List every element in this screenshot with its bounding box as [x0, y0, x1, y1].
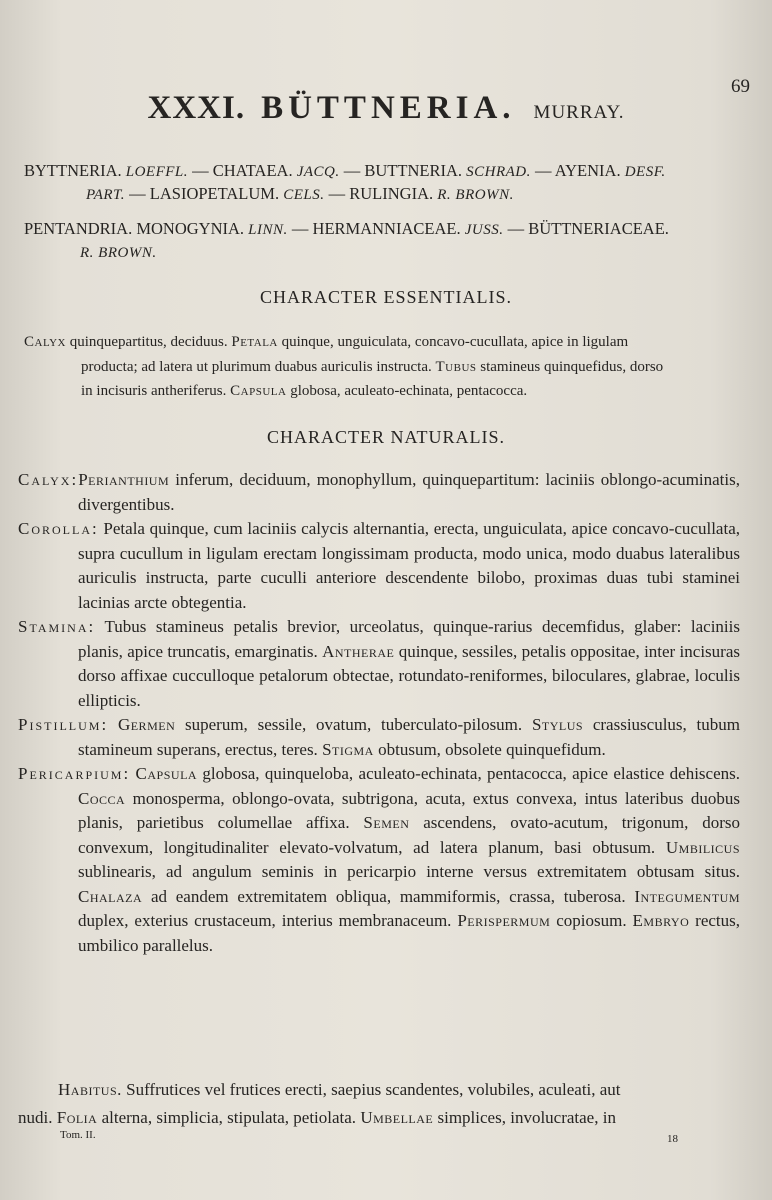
- character-paragraph: [18, 517, 740, 615]
- taxon-authority: R. BROWN.: [437, 187, 514, 203]
- organ-term: Embryo: [632, 911, 690, 930]
- organ-term: Integumentum: [634, 886, 740, 906]
- description-text: Petala quinque, cum laciniis calycis alternantia, erecta, unguiculata, apice concavo-cucullata, supra cucullum in ligulam erectam longissimam producta, modo unica, modo duabus lateralibus auriculis instructa, parte cuculli anteriore descendente bilobo, proximas duas tubi staminei lacinias arcte obtegentia.: [78, 519, 740, 612]
- classification: [0, 218, 772, 264]
- taxon-name: BUTTNERIA.: [364, 161, 467, 180]
- organ-term: Antherae: [322, 641, 395, 661]
- taxon-name: BÜTTNERIACEAE.: [528, 219, 669, 238]
- character-label: Calyx:: [18, 470, 79, 489]
- taxon-authority: JUSS.: [464, 222, 504, 238]
- organ-term: Habitus.: [58, 1080, 122, 1099]
- organ-term: Stylus: [531, 715, 584, 734]
- classification-line-2: [0, 241, 772, 264]
- taxon-authority: PART.: [86, 187, 126, 203]
- organ-term: Capsula: [230, 383, 287, 399]
- habitus-line: [18, 1104, 744, 1132]
- essentialis-text: [24, 330, 748, 404]
- organ-term: Calyx: [24, 334, 66, 350]
- description-text: obtusum, obsolete quinquefidum.: [373, 739, 606, 759]
- volume-mark: Tom. II.: [60, 1129, 96, 1141]
- organ-term: Capsula: [135, 764, 198, 783]
- character-label: Corolla:: [18, 519, 99, 538]
- separator-dash: —: [503, 219, 529, 238]
- separator-dash: —: [287, 219, 313, 238]
- taxon-authority: CELS.: [283, 187, 325, 203]
- essentialis-line: [24, 330, 748, 355]
- separator-dash: —: [125, 184, 150, 203]
- synonyms-line-2: [0, 183, 772, 206]
- taxon-name: CHATAEA.: [212, 161, 297, 180]
- habitus-line: [18, 1076, 744, 1104]
- taxon-name: HERMANNIACEAE.: [312, 219, 465, 238]
- description-text: quinquepartitus, deciduus.: [65, 334, 232, 350]
- taxon-authority: LINN.: [248, 222, 288, 238]
- character-paragraph: [18, 615, 740, 713]
- description-text: duplex, exterius crustaceum, interius membranaceum.: [78, 911, 458, 930]
- taxon-authority: JACQ.: [296, 164, 340, 180]
- taxon-name: RULINGIA.: [349, 184, 438, 203]
- organ-term: Umbellae: [360, 1108, 434, 1127]
- signature-mark: 18: [667, 1133, 678, 1145]
- character-label: Pericarpium:: [18, 764, 131, 783]
- description-text: [108, 715, 118, 734]
- organ-term: Umbilicus: [665, 837, 740, 857]
- essentialis-heading: CHARACTER ESSENTIALIS.: [259, 287, 512, 307]
- organ-term: Perianthium: [78, 470, 170, 489]
- character-paragraph: [18, 713, 740, 762]
- essentialis-line: [24, 355, 748, 380]
- organ-term: Semen: [363, 813, 410, 832]
- description-text: alterna, simplicia, stipulata, petiolata.: [97, 1108, 361, 1127]
- organ-term: Tubus: [435, 358, 477, 375]
- organ-term: Cocca: [78, 788, 126, 808]
- description-text: crassiusculus, tubum stamineum superans, erectus, teres.: [78, 715, 741, 759]
- description-text: quinque, unguiculata, concavo-cucullata, apice in ligulam: [277, 334, 629, 350]
- classification-line-1: [0, 218, 772, 241]
- organ-term: Stigma: [322, 739, 374, 759]
- character-paragraph: [18, 468, 740, 517]
- organ-term: Folia: [56, 1108, 98, 1127]
- separator-dash: —: [339, 161, 365, 180]
- description-text: Suffrutices vel frutices erecti, saepius scandentes, volubiles, aculeati, aut: [121, 1080, 621, 1099]
- description-text: globosa, aculeato-echinata, pentacocca.: [286, 383, 528, 399]
- description-text: nudi.: [18, 1108, 57, 1127]
- character-label: Pistillum:: [18, 715, 109, 734]
- description-text: ascendens, ovato-acutum, trigonum, dorso convexum, longitudinaliter elevato-volvatum, ad latera planum, basi obtusum.: [78, 813, 740, 857]
- description-text: globosa, quinqueloba, aculeato-echinata, pentacocca, apice elastice dehiscens.: [197, 764, 740, 783]
- separator-dash: —: [324, 184, 350, 203]
- synonyms-line-1: [0, 160, 772, 183]
- genus-number: XXXI.: [147, 90, 246, 126]
- page-number: 69: [731, 76, 750, 97]
- separator-dash: —: [188, 161, 213, 180]
- description-text: inferum, deciduum, monophyllum, quinquepartitum: laciniis oblongo-acuminatis, divergentibus.: [78, 470, 740, 514]
- description-text: rectus, umbilico parallelus.: [78, 911, 741, 955]
- organ-term: Perispermum: [457, 911, 551, 930]
- separator-dash: —: [530, 161, 555, 180]
- character-paragraph: [18, 762, 740, 958]
- habitus-text: [18, 1076, 744, 1132]
- taxon-authority: LOEFFL.: [125, 164, 189, 180]
- taxon-name: PENTANDRIA. MONOGYNIA.: [24, 219, 249, 238]
- taxon-authority: DESF.: [624, 164, 666, 180]
- organ-term: Germen: [117, 715, 176, 734]
- description-text: sublinearis, ad angulum seminis in pericarpio interne versus extremitatem obtusam situs.: [78, 862, 740, 881]
- naturalis-text: [18, 468, 740, 958]
- taxon-authority: R. BROWN.: [80, 245, 157, 261]
- description-text: simplices, involucratae, in: [433, 1108, 616, 1127]
- taxon-name: BYTTNERIA.: [24, 161, 126, 180]
- genus-name: BÜTTNERIA.: [261, 90, 516, 126]
- taxon-authority: SCHRAD.: [466, 164, 531, 180]
- description-text: ad eandem extremitatem obliqua, mammiformis, crassa, tuberosa.: [142, 886, 635, 906]
- essentialis-line: [24, 379, 748, 404]
- organ-term: Petala: [231, 334, 278, 350]
- character-label: Stamina:: [18, 617, 96, 636]
- description-text: superum, sessile, ovatum, tuberculato-pilosum.: [175, 715, 532, 734]
- genus-title: [0, 92, 772, 125]
- description-text: monosperma, oblongo-ovata, subtrigona, acuta, extus convexa, intus lateribus duobus planis, parietibus columellae affixa.: [78, 788, 740, 832]
- genus-author: MURRAY.: [533, 102, 625, 123]
- taxon-name: LASIOPETALUM.: [149, 184, 284, 203]
- description-text: stamineus quinquefidus, dorso: [476, 358, 664, 375]
- description-text: quinque, sessiles, petalis oppositae, inter incisuras dorso affixae cucculloque petalorum obtectae, rotundato-reniformes, biloculares, glabrae, loculis ellipticis.: [78, 641, 740, 710]
- description-text: in incisuris antheriferus.: [81, 383, 231, 399]
- organ-term: Chalaza: [78, 886, 143, 906]
- description-text: Tubus stamineus petalis brevior, urceolatus, quinque-rarius decemfidus, glaber: laciniis planis, apice truncatis, emarginatis.: [78, 617, 740, 661]
- synonyms: [0, 160, 772, 206]
- taxon-name: AYENIA.: [554, 161, 625, 180]
- naturalis-heading: CHARACTER NATURALIS.: [266, 427, 505, 447]
- description-text: copiosum.: [550, 911, 633, 930]
- description-text: producta; ad latera ut plurimum duabus auriculis instructa.: [81, 358, 436, 375]
